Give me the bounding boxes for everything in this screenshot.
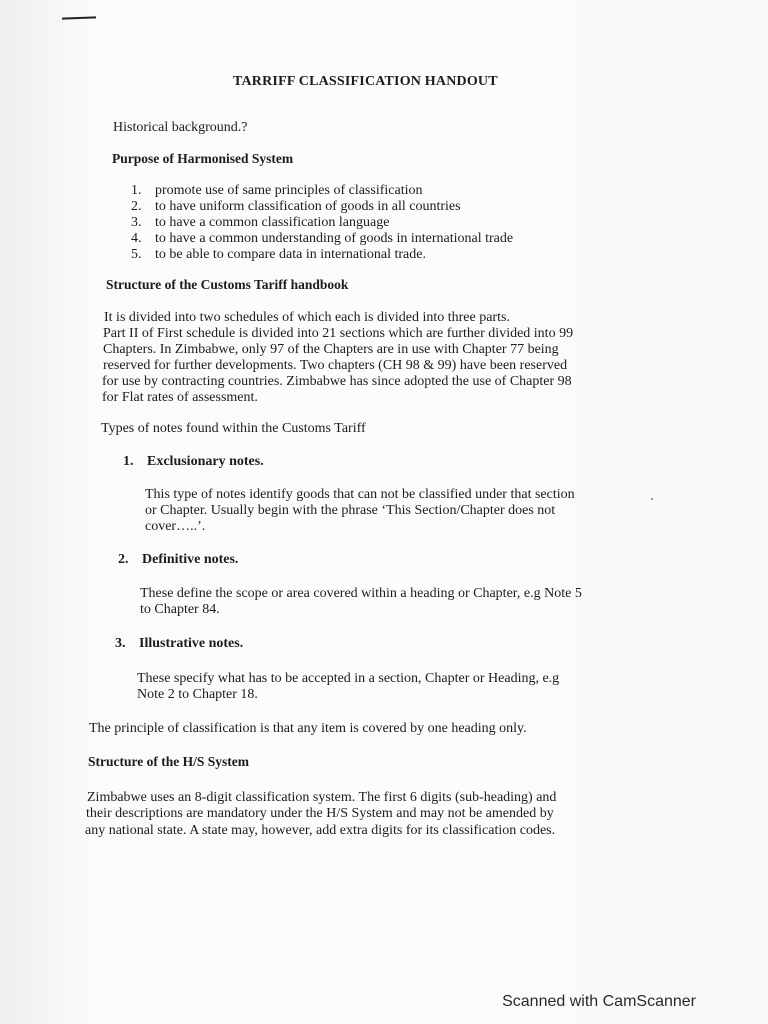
note-body-line: These specify what has to be accepted in a section, Chapter or Heading, e.g: [137, 671, 560, 686]
note-heading-definitive: [118, 552, 238, 568]
structure-tariff-line: Part II of First schedule is divided into 21 sections which are further divided into 99: [103, 326, 574, 341]
purpose-item: [131, 231, 513, 247]
structure-tariff-heading: Structure of the Customs Tariff handbook: [106, 277, 349, 292]
note-body-line: cover…..’.: [145, 519, 206, 534]
note-heading-text: Definitive notes.: [142, 552, 239, 567]
purpose-item-text: to have a common classification language: [155, 215, 390, 230]
purpose-item-number: 1.: [131, 183, 142, 198]
structure-tariff-line: for use by contracting countries. Zimbabwe has since adopted the use of Chapter 98: [102, 374, 572, 389]
note-number: 1.: [123, 454, 134, 469]
note-heading-text: Illustrative notes.: [139, 636, 244, 651]
structure-tariff-line: Chapters. In Zimbabwe, only 97 of the Chapters are in use with Chapter 77 being: [103, 342, 559, 357]
camscanner-watermark: Scanned with CamScanner: [502, 993, 696, 1010]
note-body-line: This type of notes identify goods that can not be classified under that section: [145, 487, 575, 502]
purpose-item-text: to be able to compare data in international trade.: [155, 247, 426, 262]
purpose-item: [131, 199, 461, 215]
note-body-line: Note 2 to Chapter 18.: [137, 687, 258, 702]
purpose-item-number: 3.: [131, 215, 142, 230]
purpose-item: [131, 183, 422, 199]
purpose-heading: Purpose of Harmonised System: [112, 151, 294, 166]
structure-tariff-line: reserved for further developments. Two chapters (CH 98 & 99) have been reserved: [103, 358, 568, 373]
pen-mark: [62, 16, 96, 19]
structure-tariff-line: It is divided into two schedules of which each is divided into three parts.: [104, 310, 510, 325]
note-heading-illustrative: [115, 636, 243, 652]
types-of-notes-intro: Types of notes found within the Customs Tariff: [101, 421, 366, 436]
purpose-item-text: to have a common understanding of goods in international trade: [155, 231, 514, 246]
note-heading-exclusionary: [123, 454, 264, 470]
purpose-item: [131, 215, 389, 231]
historical-background: Historical background.?: [113, 120, 248, 135]
purpose-item-number: 5.: [131, 247, 142, 262]
purpose-item-number: 2.: [131, 199, 142, 214]
note-heading-text: Exclusionary notes.: [147, 454, 264, 469]
structure-hs-heading: Structure of the H/S System: [88, 754, 249, 769]
note-body-line: to Chapter 84.: [140, 602, 220, 617]
classification-principle: The principle of classification is that any item is covered by one heading only.: [89, 721, 527, 736]
scan-speck: [651, 498, 653, 500]
purpose-item-text: promote use of same principles of classification: [155, 183, 423, 198]
purpose-item: [131, 247, 426, 263]
document-title: TARRIFF CLASSIFICATION HANDOUT: [233, 74, 498, 89]
purpose-item-text: to have uniform classification of goods in all countries: [155, 199, 461, 214]
structure-hs-line: Zimbabwe uses an 8-digit classification system. The first 6 digits (sub-heading) and: [87, 790, 557, 805]
structure-hs-line: their descriptions are mandatory under the H/S System and may not be amended by: [86, 806, 554, 821]
note-number: 3.: [115, 636, 126, 651]
structure-tariff-line: for Flat rates of assessment.: [102, 390, 258, 405]
note-body-line: These define the scope or area covered within a heading or Chapter, e.g Note 5: [140, 586, 582, 601]
structure-hs-line: any national state. A state may, however, add extra digits for its classification codes.: [85, 823, 556, 838]
note-number: 2.: [118, 552, 129, 567]
purpose-item-number: 4.: [131, 231, 142, 246]
note-body-line: or Chapter. Usually begin with the phrase ‘This Section/Chapter does not: [145, 503, 556, 518]
